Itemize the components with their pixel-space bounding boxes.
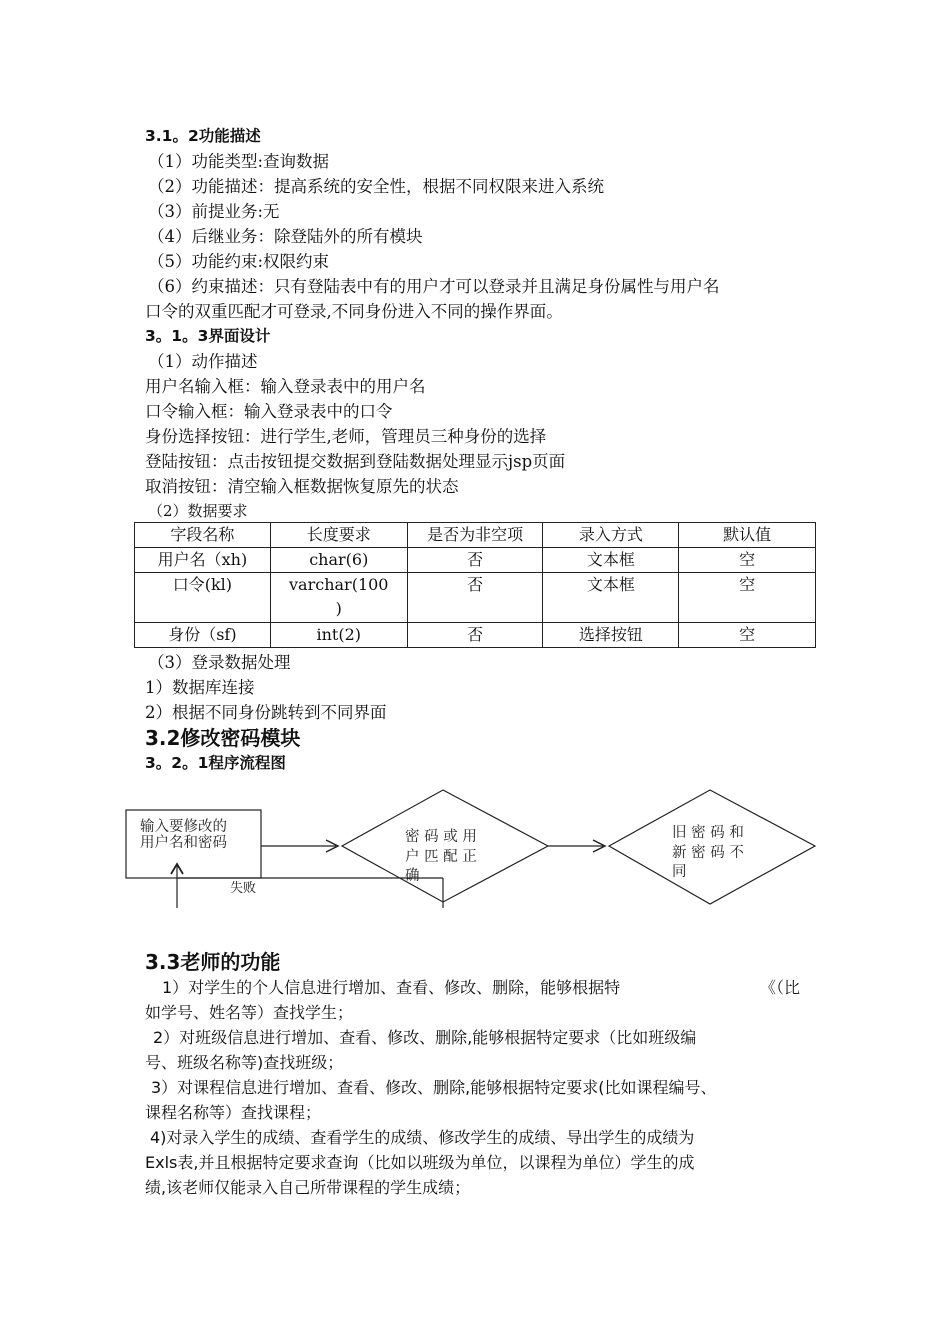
- table-cell: int(2): [270, 623, 407, 648]
- table-cell: 文本框: [543, 573, 679, 623]
- flow-diamond-text: 户 匹 配 正: [405, 849, 477, 865]
- flow-box-text: 用户名和密码: [140, 835, 227, 851]
- list-item: （1）功能类型:查询数据: [148, 152, 330, 171]
- process-item: 1）数据库连接: [145, 678, 255, 697]
- flow-diamond-text: 新 密 码 不: [672, 845, 744, 861]
- process-title: （3）登录数据处理: [148, 653, 291, 672]
- flow-fail-label: 失败: [230, 881, 257, 896]
- flow-decision-diamond: [342, 790, 548, 902]
- table-cell: 否: [407, 548, 543, 573]
- flow-diamond-text: 同: [672, 864, 687, 880]
- heading-3-3: 3.3老师的功能: [145, 950, 281, 974]
- table-cell: 否: [407, 573, 543, 623]
- action-item: 登陆按钮：点击按钮提交数据到登陆数据处理显示jsp页面: [145, 452, 566, 471]
- flowchart: [0, 780, 950, 920]
- table-cell: 空: [679, 573, 816, 623]
- table-cell: 身份（sf): [135, 623, 271, 648]
- column-header: 默认值: [679, 523, 816, 548]
- list-item: （5）功能约束:权限约束: [148, 252, 330, 271]
- table-cell: 否: [407, 623, 543, 648]
- column-header: 是否为非空项: [407, 523, 543, 548]
- table-cell: [270, 573, 407, 623]
- column-header: 字段名称: [135, 523, 271, 548]
- table-row: [135, 548, 816, 573]
- paragraph-line: 2）对班级信息进行增加、查看、修改、删除,能够根据特定要求（比如班级编: [153, 1028, 697, 1047]
- action-item: 取消按钮：清空输入框数据恢复原先的状态: [145, 477, 459, 496]
- table-cell: 用户名（xh): [135, 548, 271, 573]
- list-item: （4）后继业务：除登陆外的所有模块: [148, 227, 423, 246]
- table-cell: 空: [679, 548, 816, 573]
- list-item-continuation: 口令的双重匹配才可登录,不同身份进入不同的操作界面。: [145, 302, 563, 321]
- table-row: [135, 623, 816, 648]
- paragraph-line: 如学号、姓名等）查找学生；: [145, 1003, 354, 1022]
- heading-3-2: 3.2修改密码模块: [145, 726, 301, 750]
- table-cell: 空: [679, 623, 816, 648]
- paragraph-line: 1）对学生的个人信息进行增加、查看、修改、删除，能够根据特: [162, 978, 621, 997]
- heading-3-1-2: 3.1。2功能描述: [145, 127, 261, 145]
- heading-3-1-3: 3。1。3界面设计: [145, 327, 271, 345]
- paragraph-line: 课程名称等）查找课程；: [145, 1103, 322, 1122]
- action-title: （1）动作描述: [148, 352, 258, 371]
- column-header: 长度要求: [270, 523, 407, 548]
- table-row: [135, 573, 816, 623]
- data-requirements-table: [134, 522, 816, 648]
- paragraph-line: 3）对课程信息进行增加、查看、修改、删除,能够根据特定要求(比如课程编号、: [151, 1078, 717, 1097]
- list-item: （3）前提业务:无: [148, 202, 280, 221]
- table-cell: char(6): [270, 548, 407, 573]
- flow-diamond-text: 确: [405, 868, 420, 884]
- table-header-row: [135, 523, 816, 548]
- action-item: 口令输入框：输入登录表中的口令: [145, 402, 393, 421]
- list-item: （6）约束描述：只有登陆表中有的用户才可以登录并且满足身份属性与用户名: [148, 277, 720, 296]
- paragraph-line: 4)对录入学生的成绩、查看学生的成绩、修改学生的成绩、导出学生的成绩为: [150, 1128, 695, 1147]
- cell-text: varchar(100: [289, 575, 389, 594]
- list-item: （2）功能描述：提高系统的安全性，根据不同权限来进入系统: [148, 177, 604, 196]
- paragraph-line: Exls表,并且根据特定要求查询（比如以班级为单位，以课程为单位）学生的成: [145, 1153, 695, 1172]
- action-item: 用户名输入框：输入登录表中的用户名: [145, 377, 426, 396]
- heading-3-2-1: 3。2。1程序流程图: [145, 754, 286, 772]
- data-title: （2）数据要求: [148, 502, 248, 520]
- flow-diamond-text: 旧 密 码 和: [672, 825, 744, 841]
- paragraph-line: 号、班级名称等)查找班级；: [145, 1053, 344, 1072]
- column-header: 录入方式: [543, 523, 679, 548]
- cell-text-overflow: ): [335, 599, 342, 618]
- table-cell: 选择按钮: [543, 623, 679, 648]
- table-cell: 文本框: [543, 548, 679, 573]
- paragraph-line: 绩,该老师仅能录入自己所带课程的学生成绩；: [145, 1178, 471, 1197]
- flow-diamond-text: 密 码 或 用: [405, 829, 477, 845]
- process-item: 2）根据不同身份跳转到不同界面: [145, 703, 387, 722]
- paragraph-line-tail: 《（比: [760, 978, 801, 997]
- action-item: 身份选择按钮：进行学生,老师，管理员三种身份的选择: [145, 427, 547, 446]
- table-cell: 口令(kl): [135, 573, 271, 623]
- flow-box-text: 输入要修改的: [140, 819, 227, 835]
